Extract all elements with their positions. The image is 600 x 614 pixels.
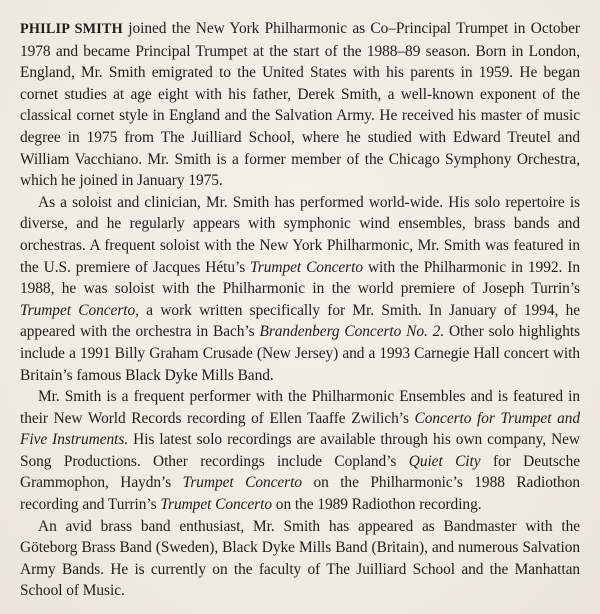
bio-paragraph-2-text-3: a work written specifically for Mr. Smith. In January of 1994, he appeared with the orchestra in Bach’s: [20, 301, 580, 341]
artist-name: PHILIP SMITH: [20, 21, 123, 37]
bio-paragraph-1-text: joined the New York Philharmonic as Co–Principal Trumpet in October 1978 and became Principal Trumpet at the start of the 1988–89 season. Born in London, England, Mr. Smith emigrated to the United States with his parents in 1959. He began cornet studies at age eight with his father, Derek Smith, a well-known exponent of the classical cornet style in England and the Salvation Army. He received his master of music degree in 1975 from The Juilliard School, where he studied with Edward Treutel and William Vacchiano. Mr. Smith is a former member of the Chicago Symphony Orchestra, which he joined in January 1975.: [20, 20, 580, 190]
bio-paragraph-2-title-2: Trumpet Concerto,: [20, 301, 139, 319]
bio-paragraph-3-title-3: Trumpet Concerto: [182, 474, 302, 492]
bio-paragraph-2-text-4: Other solo highlights include a 1991 Billy Graham Crusade (New Jersey) and a 1993 Carnegie Hall concert with Britain’s famous Black Dyke Mills Band.: [20, 323, 581, 384]
bio-paragraph-3-title-2: Quiet City: [408, 452, 481, 470]
bio-paragraph-3-title-4: Trumpet Concerto: [160, 496, 272, 514]
bio-paragraph-3-text-2: His latest solo recordings are available through his own company, New Song Productions. Other recordings include Copland’s: [20, 431, 580, 470]
bio-paragraph-2-title-1: Trumpet Concerto: [250, 258, 363, 276]
bio-paragraph-2-text-2: with the Philharmonic in 1992. In 1988, he was soloist with the Philharmonic in the world premiere of Joseph Turrin’s: [20, 258, 580, 298]
bio-paragraph-4: [20, 516, 580, 602]
bio-paragraph-3-text-3: for Deutsche Grammophon, Haydn’s: [20, 452, 580, 492]
bio-paragraph-3-text-5: on the 1989 Radiothon recording.: [272, 496, 482, 514]
biography-text: [20, 18, 580, 602]
bio-paragraph-3-text-4: on the Philharmonic’s 1988 Radiothon recording and Turrin’s: [20, 474, 580, 514]
bio-paragraph-4-text: An avid brass band enthusiast, Mr. Smith has appeared as Bandmaster with the Göteborg Brass Band (Sweden), Black Dyke Mills Band (Britain), and numerous Salvation Army Bands. He is currently on the faculty of The Juilliard School and the Manhattan School of Music.: [20, 517, 580, 600]
bio-paragraph-3-text-1: Mr. Smith is a frequent performer with the Philharmonic Ensembles and is featured in their New World Records recording of Ellen Taaffe Zwilich’s: [20, 388, 580, 427]
bio-paragraph-3: [20, 386, 580, 516]
bio-paragraph-2: [20, 192, 580, 386]
bio-paragraph-2-title-3: Brandenberg Concerto No. 2.: [259, 323, 445, 341]
bio-paragraph-3-title-1: Concerto for Trumpet and Five Instruments.: [20, 409, 581, 449]
bio-paragraph-1: [20, 18, 580, 192]
bio-paragraph-2-text-1: As a soloist and clinician, Mr. Smith has performed world-wide. His solo repertoire is diverse, and he regularly appears with symphonic wind ensembles, brass bands and orchestras. A frequent soloist with the New York Philharmonic, Mr. Smith was featured in the U.S. premiere of Jacques Hétu’s: [20, 193, 580, 276]
